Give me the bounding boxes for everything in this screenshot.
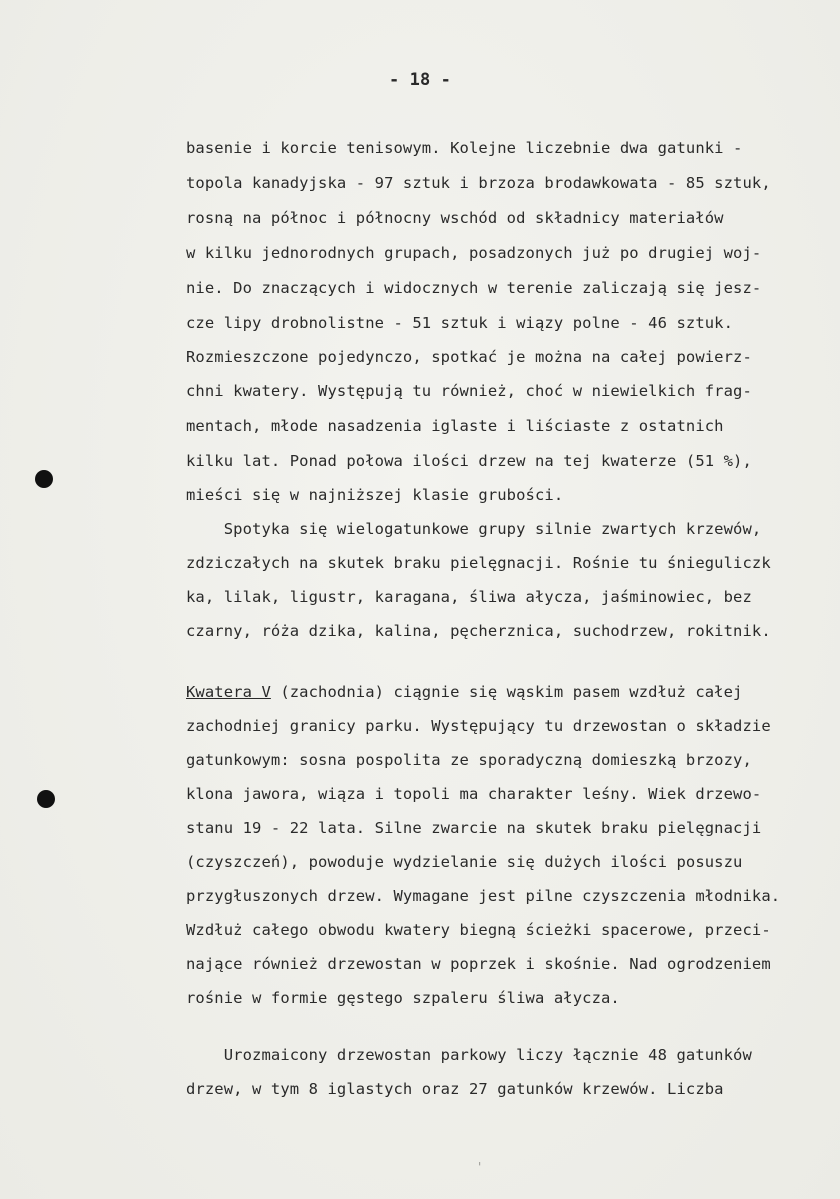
- text-line: (czyszczeń), powoduje wydzielanie się dużych ilości posuszu: [186, 853, 743, 871]
- text-line: gatunkowym: sosna pospolita ze sporadyczną domieszką brzozy,: [186, 751, 752, 769]
- section-heading-kwatera-v: Kwatera V: [186, 683, 271, 701]
- punch-hole-top: [35, 470, 53, 488]
- text-line: kilku lat. Ponad połowa ilości drzew na tej kwaterze (51 %),: [186, 452, 752, 470]
- text-line: nie. Do znaczących i widocznych w terenie zaliczają się jesz-: [186, 279, 762, 297]
- text-line: rośnie w formie gęstego szpaleru śliwa ałycza.: [186, 989, 620, 1007]
- text-line: cze lipy drobnolistne - 51 sztuk i wiązy polne - 46 sztuk.: [186, 314, 734, 332]
- text-line: ka, lilak, ligustr, karagana, śliwa ałycza, jaśminowiec, bez: [186, 588, 752, 606]
- text-line: Wzdłuż całego obwodu kwatery biegną ścieżki spacerowe, przeci-: [186, 921, 771, 939]
- text-line: drzew, w tym 8 iglastych oraz 27 gatunków krzewów. Liczba: [186, 1080, 724, 1098]
- text-line: topola kanadyjska - 97 sztuk i brzoza brodawkowata - 85 sztuk,: [186, 174, 771, 192]
- text-line: zdziczałych na skutek braku pielęgnacji. Rośnie tu śnieguliczk: [186, 554, 771, 572]
- text-line: klona jawora, wiąza i topoli ma charakter leśny. Wiek drzewo-: [186, 785, 762, 803]
- text-line: w kilku jednorodnych grupach, posadzonych już po drugiej woj-: [186, 244, 762, 262]
- text-line: nające również drzewostan w poprzek i skośnie. Nad ogrodzeniem: [186, 955, 771, 973]
- text-line: przygłuszonych drzew. Wymagane jest pilne czyszczenia młodnika.: [186, 887, 781, 905]
- paper-speck: ': [478, 1160, 482, 1174]
- text-line: Rozmieszczone pojedynczo, spotkać je można na całej powierz-: [186, 348, 752, 366]
- text-line: Urozmaicony drzewostan parkowy liczy łącznie 48 gatunków: [186, 1046, 752, 1064]
- text-line: basenie i korcie tenisowym. Kolejne liczebnie dwa gatunki -: [186, 139, 743, 157]
- punch-hole-bottom: [37, 790, 55, 808]
- text-line: mentach, młode nasadzenia iglaste i liściaste z ostatnich: [186, 417, 724, 435]
- text-line: mieści się w najniższej klasie grubości.: [186, 486, 564, 504]
- text-line: rosną na północ i północny wschód od składnicy materiałów: [186, 209, 724, 227]
- text-line: chni kwatery. Występują tu również, choć w niewielkich frag-: [186, 382, 752, 400]
- text-line: [186, 682, 742, 702]
- text-line: czarny, róża dzika, kalina, pęcherznica, suchodrzew, rokitnik.: [186, 622, 771, 640]
- page-number: - 18 -: [388, 70, 451, 90]
- text-line: Spotyka się wielogatunkowe grupy silnie zwartych krzewów,: [186, 520, 762, 538]
- text-span: (zachodnia) ciągnie się wąskim pasem wzdłuż całej: [270, 683, 743, 701]
- text-line: stanu 19 - 22 lata. Silne zwarcie na skutek braku pielęgnacji: [186, 819, 762, 837]
- text-line: zachodniej granicy parku. Występujący tu drzewostan o składzie: [186, 717, 771, 735]
